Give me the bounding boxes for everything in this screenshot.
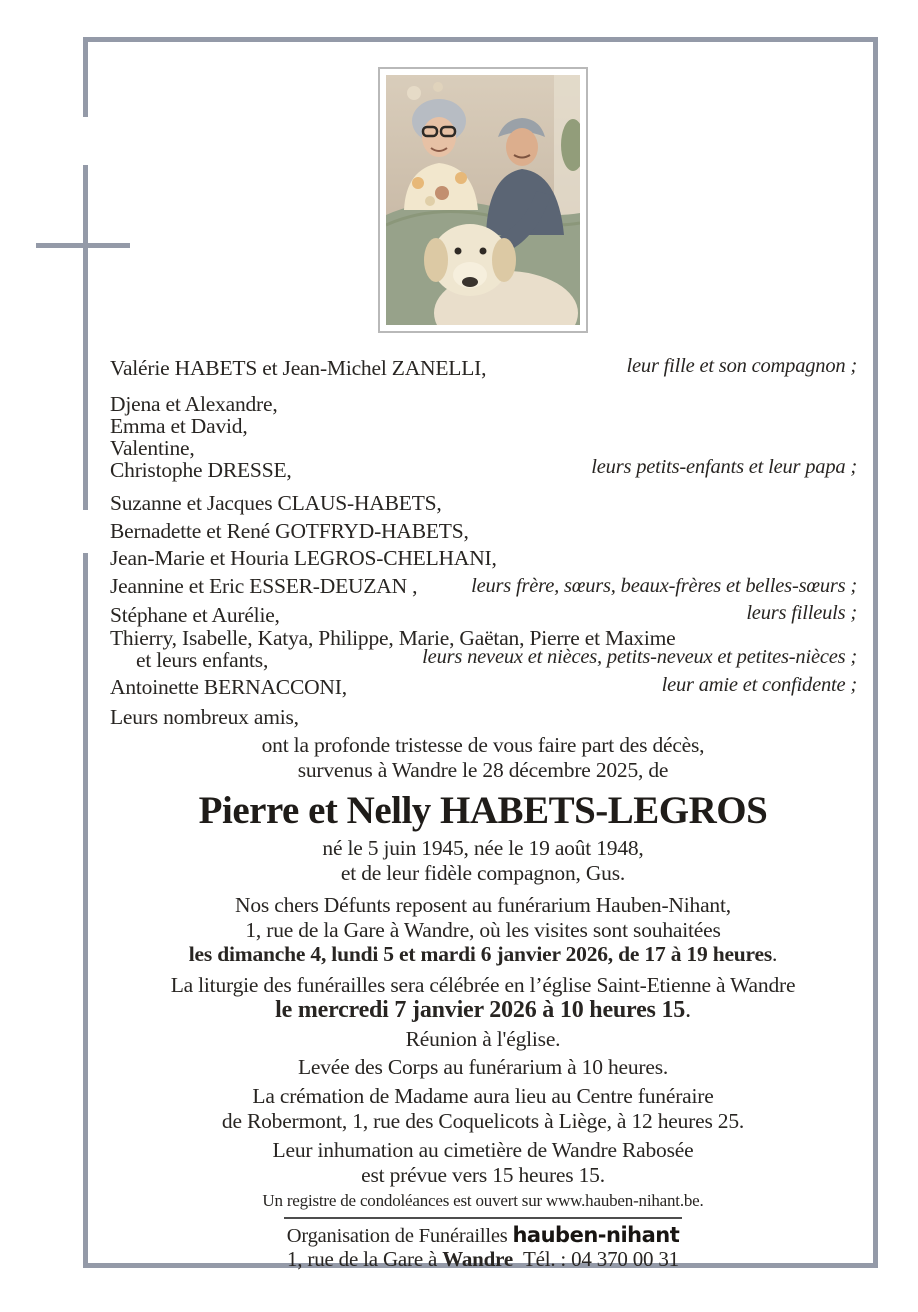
relationship-label: leurs filleuls ; <box>746 602 857 624</box>
intro-line: ont la profonde tristesse de vous faire part des décès, <box>261 733 705 757</box>
hauben-nihant-logo: hauben-nihant <box>512 1223 680 1247</box>
visits-schedule-line <box>91 942 875 967</box>
relationship-label: leur amie et confidente ; <box>661 674 857 696</box>
family-names: Leurs nombreux amis, <box>110 705 299 729</box>
family-names: Emma et David, <box>110 414 248 438</box>
phone-number: Tél. : 04 370 00 31 <box>522 1247 679 1271</box>
deceased-names-title: Pierre et Nelly HABETS-LEGROS <box>198 789 768 832</box>
liturgy-date-line <box>91 997 875 1024</box>
family-names: Djena et Alexandre, <box>110 392 278 416</box>
birth-dates-line: né le 5 juin 1945, née le 19 août 1948, <box>322 836 644 860</box>
photo-illustration <box>386 75 580 325</box>
family-names: Valentine, <box>110 436 195 460</box>
family-row-friends <box>110 705 857 729</box>
meeting-line: Réunion à l'église. <box>405 1027 561 1051</box>
family-names: Stéphane et Aurélie, <box>110 603 280 627</box>
repose-line: Nos chers Défunts reposent au funérarium Hauben-Nihant, <box>235 893 731 917</box>
inhumation-line: Leur inhumation au cimetière de Wandre Rabosée <box>272 1138 694 1162</box>
visits-schedule-bold: les dimanche 4, lundi 5 et mardi 6 janvier 2026, de 17 à 19 heures <box>188 942 773 966</box>
family-list <box>110 356 857 729</box>
frame-top-border <box>83 37 878 42</box>
companion-line: et de leur fidèle compagnon, Gus. <box>340 860 626 885</box>
liturgy-date-tail: . <box>685 997 691 1023</box>
repose-address-line: 1, rue de la Gare à Wandre, où les visites sont souhaitées <box>245 917 721 942</box>
family-row-nephews <box>110 627 857 671</box>
footer-divider <box>284 1217 682 1219</box>
frame-left-border-upper <box>83 37 88 117</box>
family-names: Valérie HABETS et Jean-Michel ZANELLI, <box>110 356 487 380</box>
cross-icon-bar <box>36 243 130 248</box>
family-row-siblings <box>110 490 857 600</box>
family-names: Jean-Marie et Houria LEGROS-CHELHANI, <box>110 546 497 570</box>
family-names: Christophe DRESSE, <box>110 458 292 482</box>
announcement-body <box>91 733 875 1271</box>
family-names: Suzanne et Jacques CLAUS-HABETS, <box>110 491 442 515</box>
liturgy-line: La liturgie des funérailles sera célébrée en l’église Saint-Etienne à Wandre <box>170 972 796 997</box>
condolence-register-line: Un registre de condoléances est ouvert sur www.hauben-nihant.be. <box>262 1191 704 1210</box>
relationship-label: leurs neveux et nièces, petits-neveux et petites-nièces ; <box>422 646 857 668</box>
organisation-prefix: Organisation de Funérailles <box>286 1225 508 1247</box>
family-names: Jeannine et Eric ESSER-DEUZAN , <box>110 573 418 598</box>
funeral-organisation-line <box>91 1223 875 1248</box>
family-row-grandchildren <box>110 393 857 481</box>
inhumation-time-line: est prévue vers 15 heures 15. <box>361 1162 605 1187</box>
cremation-line: La crémation de Madame aura lieu au Centre funéraire <box>252 1084 714 1108</box>
intro-line: survenus à Wandre le 28 décembre 2025, de <box>297 757 669 782</box>
frame-left-border-lower <box>83 553 88 1263</box>
family-row-friend <box>110 675 857 699</box>
visits-schedule-tail: . <box>772 942 778 966</box>
liturgy-date-bold: le mercredi 7 janvier 2026 à 10 heures 15 <box>275 997 686 1023</box>
family-names: Antoinette BERNACCONI, <box>110 675 347 699</box>
relationship-label: leur fille et son compagnon ; <box>626 355 857 377</box>
family-names: Thierry, Isabelle, Katya, Philippe, Marie, Gaëtan, Pierre et Maxime <box>110 626 676 650</box>
relationship-label: leurs petits-enfants et leur papa ; <box>591 456 857 478</box>
address-prefix: 1, rue de la Gare à <box>287 1247 438 1271</box>
levee-line: Levée des Corps au funérarium à 10 heures. <box>297 1054 669 1079</box>
family-names: et leurs enfants, <box>136 648 269 672</box>
funeral-home-address-line <box>91 1248 875 1271</box>
address-city: Wandre <box>442 1247 513 1271</box>
family-row-daughter <box>110 356 857 380</box>
deceased-couple-photo <box>378 67 588 333</box>
family-row-godchildren <box>110 603 857 627</box>
family-names: Bernadette et René GOTFRYD-HABETS, <box>110 518 469 543</box>
relationship-label: leurs frère, sœurs, beaux-frères et belles-sœurs ; <box>471 575 857 597</box>
cremation-address-line: de Robermont, 1, rue des Coquelicots à Liège, à 12 heures 25. <box>221 1108 745 1133</box>
cross-icon <box>83 165 88 510</box>
